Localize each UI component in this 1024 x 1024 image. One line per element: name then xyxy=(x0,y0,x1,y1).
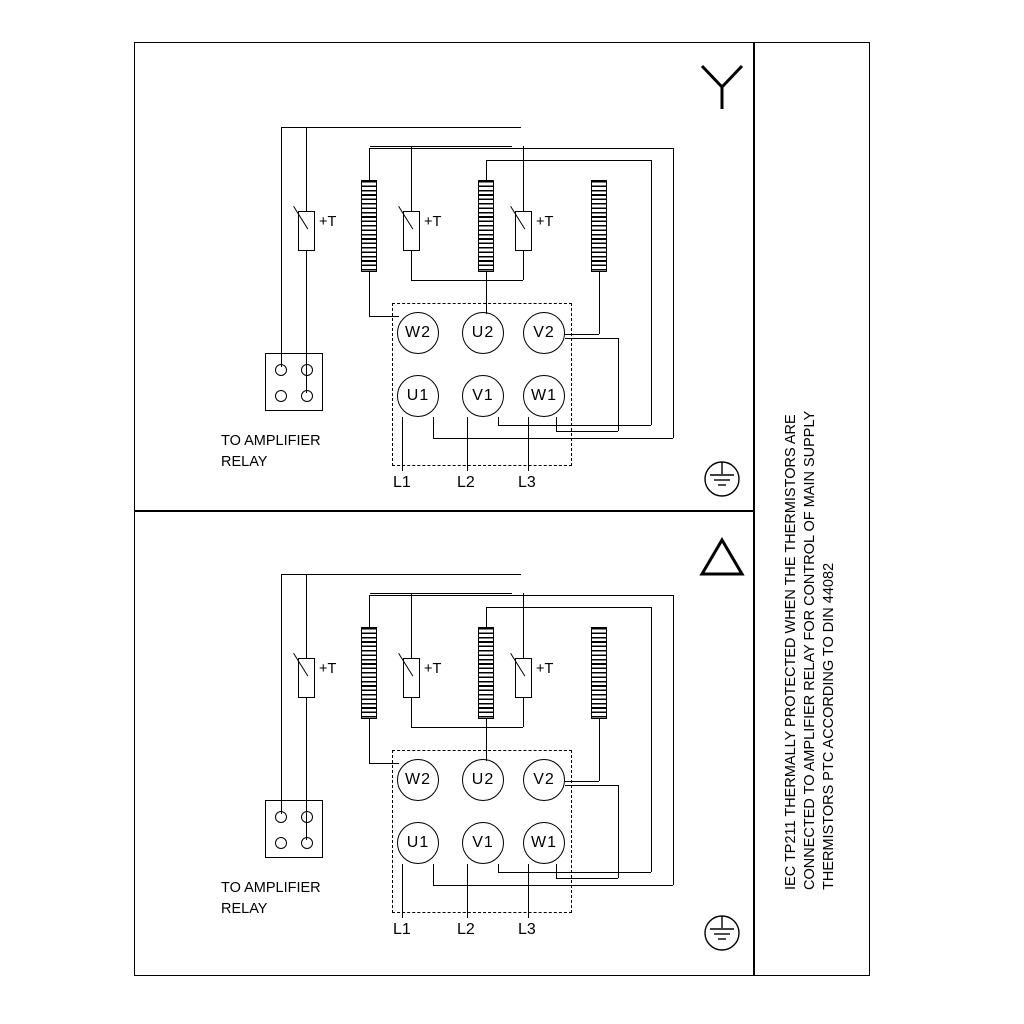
phase-label-l3: L3 xyxy=(518,921,536,938)
wire-coil2-right xyxy=(651,160,652,425)
connector-terminal-4 xyxy=(301,390,313,402)
wire-w1-return xyxy=(556,878,618,879)
connector-terminal-3 xyxy=(275,837,287,849)
wire-coil3-bottom xyxy=(599,719,600,781)
wire-coil2-right xyxy=(651,607,652,872)
connector-terminal-2 xyxy=(301,811,313,823)
thermistor-label-1: +T xyxy=(319,214,337,230)
wire-coil2-top xyxy=(486,160,487,181)
phase-label-l3: L3 xyxy=(518,474,536,491)
connector-terminal-4 xyxy=(301,837,313,849)
wire-w1-top xyxy=(565,785,618,786)
wire-coil1-bottom xyxy=(369,719,370,763)
wire-v1-l2 xyxy=(467,864,468,918)
terminal-w2[interactable]: W2 xyxy=(397,759,439,801)
wire-ptc-left-bottom xyxy=(306,698,307,840)
terminal-u2[interactable]: U2 xyxy=(462,759,504,801)
thermistor-2 xyxy=(403,211,420,251)
wire-coil2-bus xyxy=(486,160,651,161)
wire-ptc2-up xyxy=(411,593,412,659)
note-line-2: CONNECTED TO AMPLIFIER RELAY FOR CONTROL OF MAIN SUPPLY xyxy=(802,410,818,890)
wire-ptc3-up xyxy=(523,593,524,659)
wire-coil-bus-top xyxy=(369,148,673,149)
wire-w1-right xyxy=(556,417,557,431)
wire-u1-return xyxy=(433,885,673,886)
winding-coil-3 xyxy=(591,180,607,272)
earth-ground-symbol xyxy=(700,912,744,954)
wire-coil3-to-v2 xyxy=(565,781,599,782)
winding-coil-1 xyxy=(361,627,377,719)
wire-ptc1-left-drop xyxy=(306,127,307,212)
wire-u1-l1 xyxy=(402,417,403,471)
wire-w1-up xyxy=(618,338,619,431)
star-connection-symbol xyxy=(698,62,746,112)
wire-u1-right xyxy=(433,417,434,438)
wire-ptc3-down xyxy=(523,251,524,280)
wire-coil1-bottom xyxy=(369,272,370,316)
wire-coil1-top xyxy=(369,595,370,628)
winding-coil-1 xyxy=(361,180,377,272)
wire-v1-return xyxy=(498,425,651,426)
terminal-v1[interactable]: V1 xyxy=(462,822,504,864)
wire-ptc2-ptc3 xyxy=(411,727,523,728)
wire-ptc1-top-bus xyxy=(281,574,521,575)
wire-v1-l2 xyxy=(467,417,468,471)
wire-v1-return xyxy=(498,872,651,873)
terminal-u2[interactable]: U2 xyxy=(462,312,504,354)
winding-coil-2 xyxy=(478,180,494,272)
note-line-3: THERMISTORS PTC ACCORDING TO DIN 44082 xyxy=(821,562,837,890)
amplifier-label-line2: RELAY xyxy=(221,454,268,470)
terminal-v1[interactable]: V1 xyxy=(462,375,504,417)
amplifier-connector-block[interactable] xyxy=(265,353,323,411)
wire-w1-right xyxy=(556,864,557,878)
winding-coil-3 xyxy=(591,627,607,719)
phase-label-l1: L1 xyxy=(393,474,411,491)
wire-coil3-top xyxy=(673,148,674,438)
earth-ground-symbol xyxy=(700,458,744,500)
wire-coil3-bottom xyxy=(599,272,600,334)
wire-ptc3-down xyxy=(523,698,524,727)
wire-ptc2-down xyxy=(411,251,412,280)
terminal-w1[interactable]: W1 xyxy=(523,822,565,864)
amplifier-label-line1: TO AMPLIFIER xyxy=(221,880,321,896)
wire-ptc1-ptc2 xyxy=(370,593,512,594)
phase-label-l2: L2 xyxy=(457,921,475,938)
notes-column-divider xyxy=(753,42,755,976)
wire-coil1-top xyxy=(369,148,370,181)
connector-terminal-3 xyxy=(275,390,287,402)
wire-w1-return xyxy=(556,431,618,432)
wire-u1-l1 xyxy=(402,864,403,918)
connector-terminal-2 xyxy=(301,364,313,376)
amplifier-connector-block[interactable] xyxy=(265,800,323,858)
delta-connection-symbol xyxy=(698,536,746,578)
wire-ptc2-up xyxy=(411,146,412,212)
terminal-v2[interactable]: V2 xyxy=(523,759,565,801)
note-line-1: IEC TP211 THERMALLY PROTECTED WHEN THE THERMISTORS ARE xyxy=(783,414,799,890)
wire-v1-right xyxy=(498,864,499,872)
wire-ptc3-up xyxy=(523,146,524,212)
wire-ptc1-left-drop xyxy=(306,574,307,659)
amplifier-label-line1: TO AMPLIFIER xyxy=(221,433,321,449)
thermistor-label-2: +T xyxy=(424,214,442,230)
terminal-v2[interactable]: V2 xyxy=(523,312,565,354)
thermistor-label-1: +T xyxy=(319,661,337,677)
wire-u1-return xyxy=(433,438,673,439)
thermistor-1 xyxy=(298,658,315,698)
wire-v1-right xyxy=(498,417,499,425)
thermistor-2 xyxy=(403,658,420,698)
thermistor-label-2: +T xyxy=(424,661,442,677)
thermistor-1 xyxy=(298,211,315,251)
thermistor-label-3: +T xyxy=(536,214,554,230)
winding-coil-2 xyxy=(478,627,494,719)
wire-coil1-to-w2 xyxy=(369,316,399,317)
wire-coil1-to-w2 xyxy=(369,763,399,764)
wire-coil3-to-v2 xyxy=(565,334,599,335)
wire-coil2-top xyxy=(486,607,487,628)
terminal-w1[interactable]: W1 xyxy=(523,375,565,417)
wire-w1-top xyxy=(565,338,618,339)
wire-ptc2-down xyxy=(411,698,412,727)
wire-ptc-return xyxy=(281,127,282,367)
wire-ptc2-ptc3 xyxy=(411,280,523,281)
wire-ptc1-top-bus xyxy=(281,127,521,128)
phase-label-l2: L2 xyxy=(457,474,475,491)
wire-ptc-left-bottom xyxy=(306,251,307,393)
wire-ptc1-ptc2 xyxy=(370,146,512,147)
wire-ptc-left-top xyxy=(281,574,282,814)
phase-label-l1: L1 xyxy=(393,921,411,938)
thermistor-3 xyxy=(515,658,532,698)
wire-coil2-bottom xyxy=(486,719,487,761)
wire-coil-bus-top xyxy=(369,595,673,596)
wire-coil2-bottom xyxy=(486,272,487,314)
thermistor-3 xyxy=(515,211,532,251)
wire-coil2-bus xyxy=(486,607,651,608)
thermistor-label-3: +T xyxy=(536,661,554,677)
wire-w1-up xyxy=(618,785,619,878)
terminal-u1[interactable]: U1 xyxy=(397,375,439,417)
panel-divider xyxy=(134,510,754,512)
terminal-w2[interactable]: W2 xyxy=(397,312,439,354)
amplifier-label-line2: RELAY xyxy=(221,901,268,917)
wire-u1-right xyxy=(433,864,434,885)
terminal-u1[interactable]: U1 xyxy=(397,822,439,864)
wire-coil3-top xyxy=(673,595,674,885)
